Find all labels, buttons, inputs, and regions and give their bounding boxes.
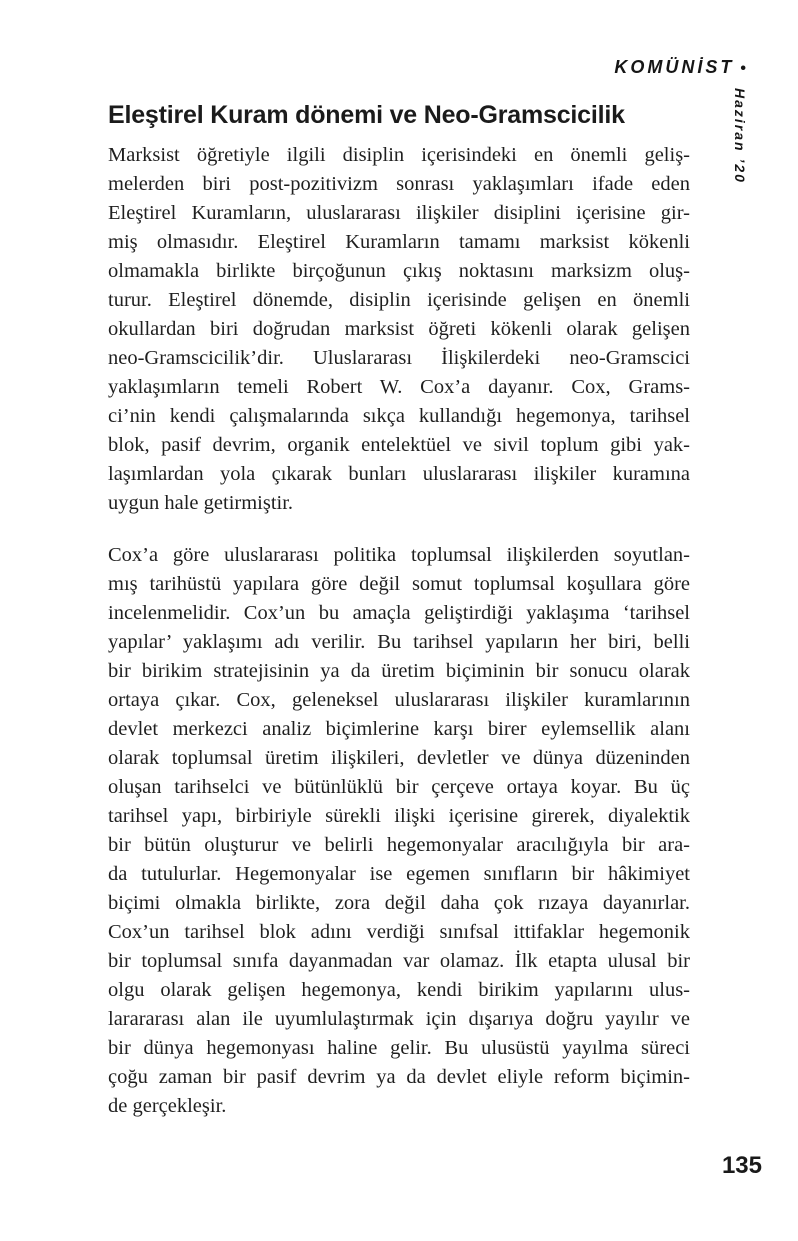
text-line: da tutulurlar. Hegemonyalar ise egemen sınıfların bir hâkimiyet	[108, 863, 690, 885]
text-line: ortaya çıkar. Cox, geleneksel uluslararası ilişkiler kuramlarının	[108, 689, 690, 711]
text-line: olarak toplumsal üretim ilişkileri, devletler ve dünya düzeninden	[108, 747, 690, 769]
text-line: olgu olarak gelişen hegemonya, kendi birikim yapılarını ulus-	[108, 979, 690, 1001]
text-line: miş olmasıdır. Eleştirel Kuramların tamamı marksist kökenli	[108, 231, 690, 253]
text-line: tarihsel yapı, birbiriyle sürekli ilişki içerisine girerek, diyalektik	[108, 805, 690, 827]
text-line: Cox’un tarihsel blok adını verdiği sınıfsal ittifaklar hegemonik	[108, 921, 690, 943]
text-line: melerden biri post-pozitivizm sonrası yaklaşımları ifade eden	[108, 173, 690, 195]
text-line: incelenmelidir. Cox’un bu amaçla geliştirdiği yaklaşıma ‘tarihsel	[108, 602, 690, 624]
text-line: yaklaşımların temeli Robert W. Cox’a dayanır. Cox, Grams-	[108, 376, 690, 398]
paragraph	[108, 141, 690, 518]
text-line: mış tarihüstü yapılara göre değil somut toplumsal koşullara göre	[108, 573, 690, 595]
page-number: 135	[721, 1152, 762, 1179]
issue-date: Haziran ’20	[732, 88, 748, 184]
text-line: Cox’a göre uluslararası politika toplumsal ilişkilerden soyutlan-	[108, 544, 690, 566]
text-line: bir toplumsal sınıfa dayanmadan var olamaz. İlk etapta ulusal bir	[108, 950, 690, 972]
text-line: laşımlardan yola çıkarak bunları uluslararası ilişkiler kuramına	[108, 463, 690, 485]
text-line: yapılar’ yaklaşımı adı verilir. Bu tarihsel yapıların her biri, belli	[108, 631, 690, 653]
bullet-icon: •	[740, 60, 746, 77]
text-line: Marksist öğretiyle ilgili disiplin içerisindeki en önemli geliş-	[108, 144, 690, 166]
article	[108, 99, 690, 1144]
text-line: ci’nin kendi çalışmalarında sıkça kullandığı hegemonya, tarihsel	[108, 405, 690, 427]
journal-name: KOMÜNİST	[614, 57, 735, 77]
text-line: olmamakla birlikte birçoğunun çıkış noktasını marksizm oluş-	[108, 260, 690, 282]
text-line: okullardan biri doğrudan marksist öğreti kökenli olarak gelişen	[108, 318, 690, 340]
article-body	[108, 141, 690, 1121]
text-line: turur. Eleştirel dönemde, disiplin içerisinde gelişen en önemli	[108, 289, 690, 311]
journal-masthead	[614, 57, 746, 78]
text-line: bir birikim stratejisinin ya da üretim biçiminin bir sonucu olarak	[108, 660, 690, 682]
text-line: blok, pasif devrim, organik entelektüel ve sivil toplum gibi yak-	[108, 434, 690, 456]
text-line: oluşan tarihselci ve bütünlüklü bir çerçeve ortaya koyar. Bu üç	[108, 776, 690, 798]
text-line: Eleştirel Kuramların, uluslararası ilişkiler disiplini içerisine gir-	[108, 202, 690, 224]
text-line: de gerçekleşir.	[108, 1095, 227, 1117]
text-line: larararası alan ile uyumlulaştırmak için dışarıya doğru yayılır ve	[108, 1008, 690, 1030]
paragraph	[108, 541, 690, 1121]
text-line: çoğu zaman bir pasif devrim ya da devlet eliyle reform biçimin-	[108, 1066, 690, 1088]
text-line: devlet merkezci analiz biçimlerine karşı birer eylemsellik alanı	[108, 718, 690, 740]
text-line: uygun hale getirmiştir.	[108, 492, 294, 514]
text-line: biçimi olmakla birlikte, zora değil daha çok rızaya dayanırlar.	[108, 892, 690, 914]
article-heading: Eleştirel Kuram dönemi ve Neo-Gramscicilik	[108, 101, 625, 129]
text-line: neo-Gramscicilik’dir. Uluslararası İlişkilerdeki neo-Gramscici	[108, 347, 690, 369]
text-line: bir dünya hegemonyası haline gelir. Bu ulusüstü yayılma süreci	[108, 1037, 690, 1059]
text-line: bir bütün oluşturur ve belirli hegemonyalar aracılığıyla bir ara-	[108, 834, 690, 856]
